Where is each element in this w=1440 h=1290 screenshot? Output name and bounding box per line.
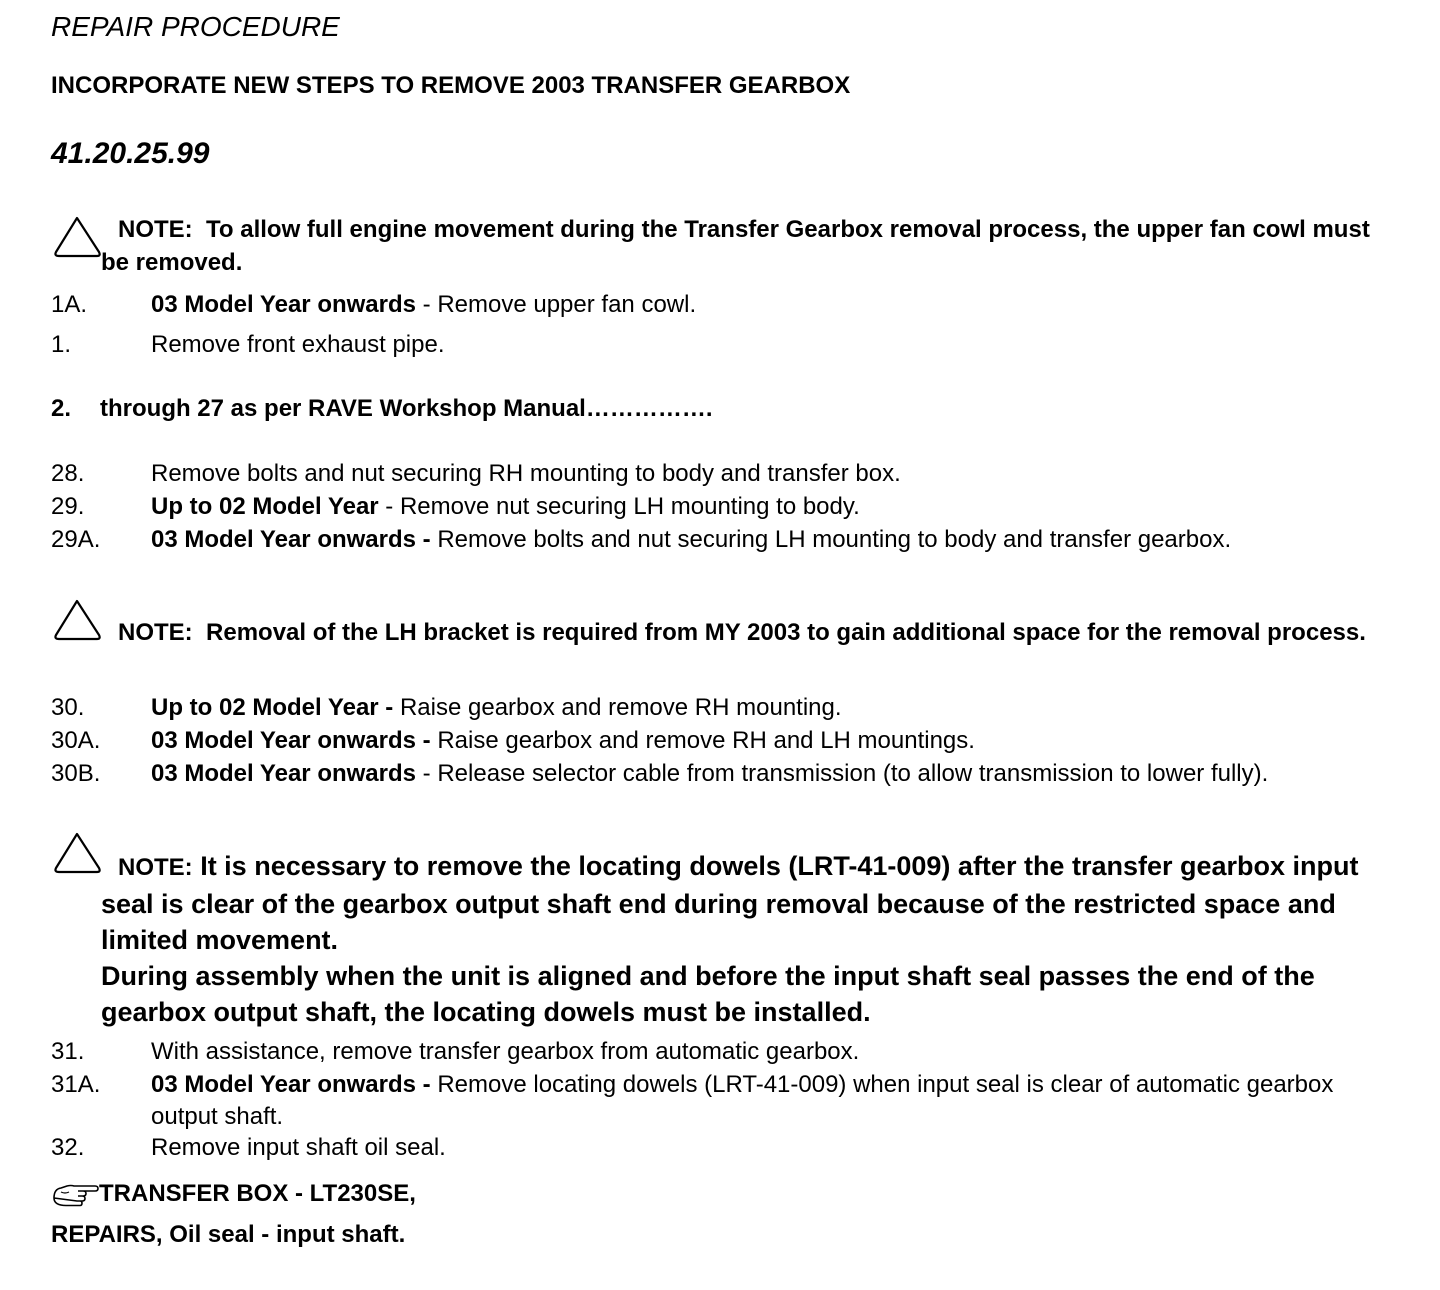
pointing-hand-icon	[51, 1180, 99, 1210]
through-line	[51, 395, 713, 423]
note-label: NOTE:	[118, 619, 193, 646]
step-text: Remove bolts and nut securing LH mounting to body and transfer gearbox.	[430, 526, 1232, 553]
note-body: It is necessary to remove the locating dowels (LRT-41-009) after the transfer gearbox input seal is clear of the gearbox output shaft end during removal because of the restricted space and limited movement.	[101, 851, 1359, 955]
step-text: - Remove nut securing LH mounting to body.	[378, 493, 860, 520]
warning-triangle-icon	[53, 596, 105, 642]
section-title: REPAIR PROCEDURE	[51, 11, 340, 42]
step-number: 1A.	[51, 291, 88, 318]
step-model-year: Up to 02 Model Year -	[151, 694, 394, 721]
step-number: 29A.	[51, 526, 101, 553]
step-number: 30B.	[51, 760, 101, 787]
step-number: 28.	[51, 460, 85, 487]
step-item	[51, 725, 1391, 757]
step-item	[51, 329, 1391, 361]
step-number: 29.	[51, 493, 85, 520]
step-number: 30A.	[51, 727, 101, 754]
note-label: NOTE:	[118, 854, 193, 881]
step-item	[51, 1069, 1341, 1133]
step-number: 2.	[51, 395, 72, 422]
step-model-year: 03 Model Year onwards	[151, 760, 416, 787]
step-item	[51, 692, 1391, 724]
step-number: 31A.	[51, 1071, 101, 1098]
step-item	[51, 289, 1391, 321]
step-item	[51, 491, 1391, 523]
step-model-year: 03 Model Year onwards -	[151, 1071, 431, 1098]
note-1	[51, 213, 1391, 279]
step-item	[51, 1132, 1391, 1164]
step-model-year: 03 Model Year onwards	[151, 291, 416, 318]
main-heading: INCORPORATE NEW STEPS TO REMOVE 2003 TRANSFER GEARBOX	[51, 72, 851, 99]
step-number: 32.	[51, 1134, 85, 1161]
step-number: 1.	[51, 331, 72, 358]
step-text: Raise gearbox and remove RH mounting.	[393, 694, 842, 721]
reference-line-1[interactable]	[51, 1180, 416, 1210]
step-text: Raise gearbox and remove RH and LH mountings.	[430, 727, 975, 754]
step-text: Remove bolts and nut securing RH mounting to body and transfer box.	[151, 460, 901, 487]
note-body: To allow full engine movement during the Transfer Gearbox removal process, the upper fan cowl must be removed.	[101, 216, 1370, 276]
step-item	[51, 1036, 1391, 1068]
through-text: through 27 as per RAVE Workshop Manual…………….	[100, 395, 713, 422]
step-model-year: Up to 02 Model Year	[151, 493, 379, 520]
step-model-year: 03 Model Year onwards -	[151, 727, 431, 754]
step-text: - Release selector cable from transmission (to allow transmission to lower fully).	[416, 760, 1269, 787]
note-3	[51, 829, 1371, 1030]
reference-title[interactable]: TRANSFER BOX - LT230SE,	[99, 1180, 416, 1207]
procedure-number: 41.20.25.99	[51, 137, 210, 170]
note-label: NOTE:	[118, 216, 193, 243]
step-number: 31.	[51, 1038, 85, 1065]
step-text: Remove input shaft oil seal.	[151, 1134, 446, 1161]
step-item	[51, 458, 1391, 490]
note-body-2: During assembly when the unit is aligned and before the input shaft seal passes the end of the gearbox output shaft, the locating dowels must be installed.	[101, 961, 1315, 1027]
reference-line-2[interactable]: REPAIRS, Oil seal - input shaft.	[51, 1221, 406, 1248]
step-text: Remove locating dowels (LRT-41-009) when input seal is clear of automatic gearbox output shaft.	[151, 1071, 1334, 1130]
step-text: - Remove upper fan cowl.	[416, 291, 697, 318]
note-2	[51, 596, 1391, 649]
step-number: 30.	[51, 694, 85, 721]
step-model-year: 03 Model Year onwards -	[151, 526, 431, 553]
step-text: Remove front exhaust pipe.	[151, 331, 445, 358]
warning-triangle-icon	[53, 213, 105, 259]
note-body: Removal of the LH bracket is required from MY 2003 to gain additional space for the removal process.	[206, 619, 1366, 646]
step-item	[51, 758, 1351, 790]
step-text: With assistance, remove transfer gearbox from automatic gearbox.	[151, 1038, 860, 1065]
step-item	[51, 524, 1341, 556]
warning-triangle-icon	[53, 829, 105, 875]
